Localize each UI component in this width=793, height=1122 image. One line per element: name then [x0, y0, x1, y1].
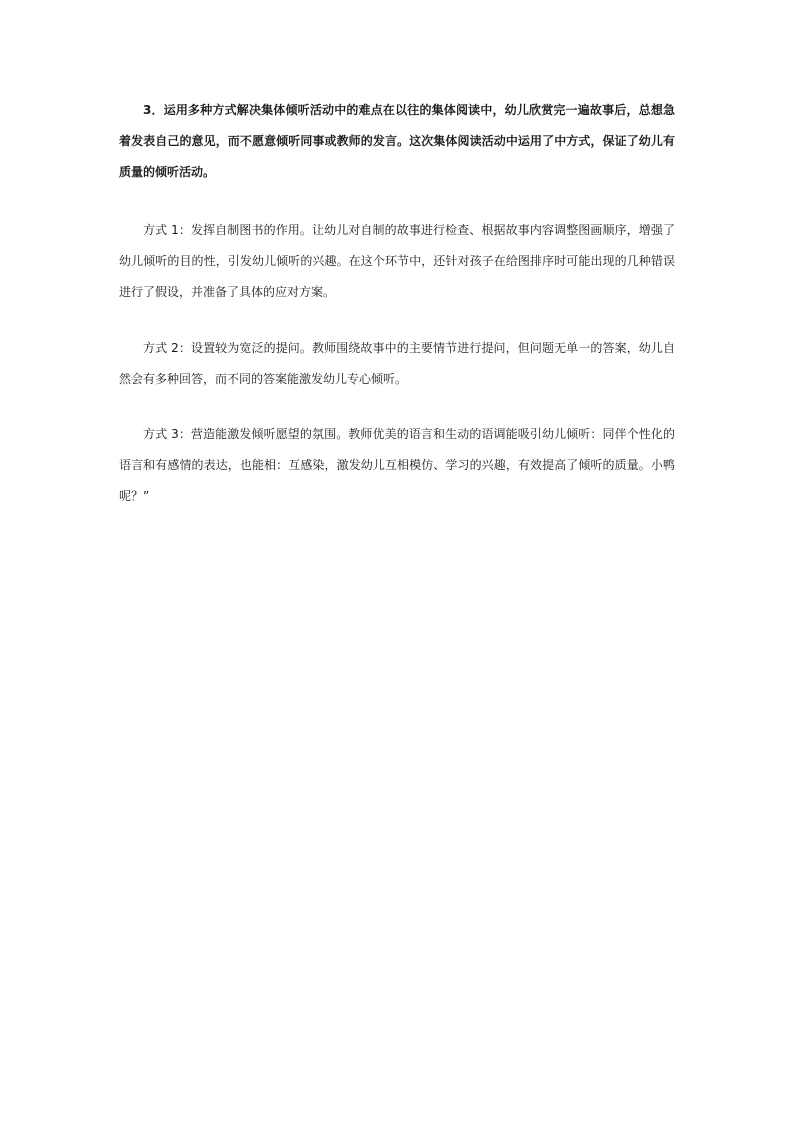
method-3-paragraph: 方式 3：营造能激发倾听愿望的氛围。教师优美的语言和生动的语调能吸引幼儿倾听：同伴个性化的语言和有感情的表达，也能相：互感染，激发幼儿互相模仿、学习的兴趣，有效提高了倾听的质量。小鸭呢？”: [119, 427, 675, 503]
method-2-paragraph: 方式 2：设置较为宽泛的提问。教师围绕故事中的主要情节进行提问，但问题无单一的答案，幼儿自然会有多种回答，而不同的答案能激发幼儿专心倾听。: [119, 341, 675, 386]
method-1-paragraph: 方式 1：发挥自制图书的作用。让幼儿对自制的故事进行检查、根据故事内容调整图画顺序，增强了幼儿倾听的目的性，引发幼儿倾听的兴趣。在这个环节中，还针对孩子在给图排序时可能出现的几种错误进行了假设，并准备了具体的应对方案。: [119, 223, 675, 299]
heading-paragraph: 3．运用多种方式解决集体倾听活动中的难点在以往的集体阅读中，幼儿欣赏完一遍故事后，总想急着发表自己的意见，而不愿意倾听同事或教师的发言。这次集体阅读活动中运用了中方式，保证了幼儿有质量的倾听活动。: [119, 103, 675, 179]
